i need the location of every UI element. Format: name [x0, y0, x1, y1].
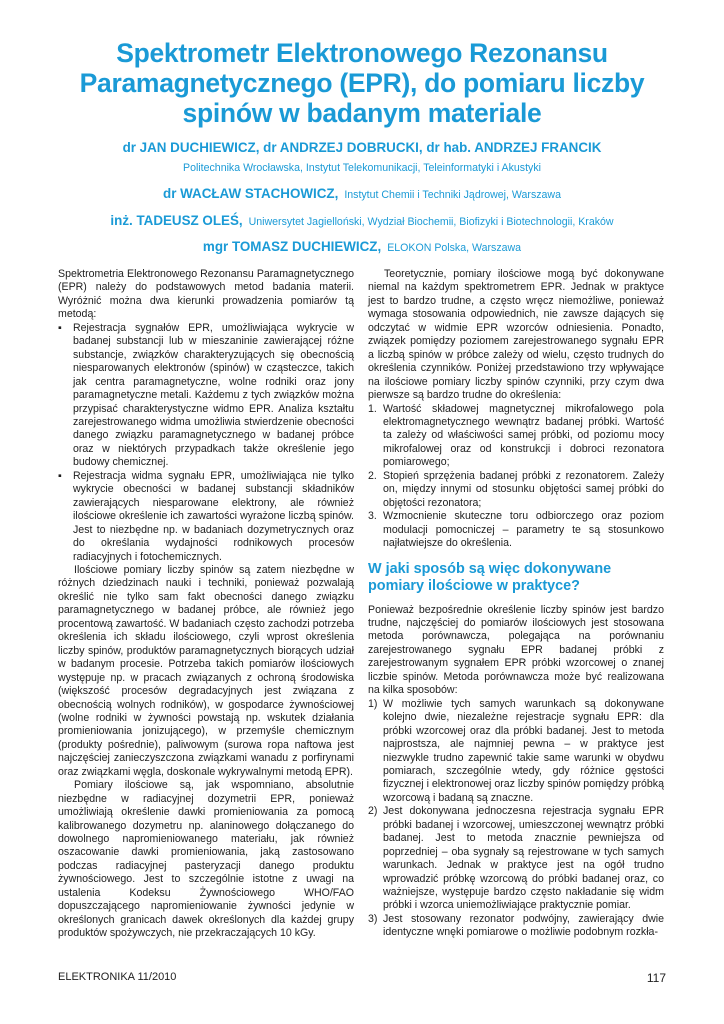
list-number: 3.	[368, 510, 377, 523]
right-column	[368, 268, 664, 940]
list-item	[58, 470, 354, 564]
title-line: spinów w badanym materiale	[182, 98, 542, 128]
list-item	[368, 805, 664, 913]
author-line	[20, 185, 704, 203]
author-affiliation: Uniwersytet Jagielloński, Wydział Biochemii, Biofizyki i Biotechnologii, Kraków	[248, 216, 614, 228]
bullet-marker: ▪	[58, 321, 62, 334]
list-item	[58, 322, 354, 470]
author-affiliation: Instytut Chemii i Techniki Jądrowej, Warszawa	[344, 189, 561, 201]
list-item-text: Wartość składowej magnetycznej mikrofalowego pola elektromagnetycznego wewnątrz badanej próbki. Wartość ta zależy od właściwości samej próbki, od poziomu mocy mikrofalowej oraz od konstrukcji i dobroci rezonatora pomiarowego;	[383, 402, 664, 469]
title-line: Spektrometr Elektronowego Rezonansu	[116, 38, 608, 68]
author-name: inż. TADEUSZ OLEŚ,	[110, 213, 243, 228]
list-item-text: W możliwie tych samych warunkach są dokonywane kolejno dwie, niezależne rejestracje sygnału EPR: dla próbki wzorcowej oraz dla próbki badanej. Jest to metoda najprostsza, ale najmniej pewna – w praktyce jest niezwykle trudno zapewnić takie same warunki w obydwu pomiarach, szczególnie wtedy, gdy różnice gęstości fizycznej i elektronowej oraz liczby spinów pomiędzy próbką wzorcową i badaną są znaczne.	[383, 697, 664, 804]
list-number: 1)	[368, 697, 378, 710]
body-paragraph: Teoretycznie, pomiary ilościowe mogą być dokonywane niemal na każdym spektrometrem EPR. Jednak w praktyce jest to bardzo trudne, a często wręcz niemożliwe, ponieważ wymaga stosowania odpowiednich, nie zawsze dających się odczytać w widmie EPR wzorców odniesienia. Ponadto, związek pomiędzy poziomem zarejestrowanego sygnału EPR a liczbą spinów w próbce zależy od wielu, często trudnych do określenia czynników. Poniżej przedstawiono trzy wpływające na ilościowe pomiary liczby spinów czynniki, przy czym dwa pierwsze są bardzo trudne do określenia:	[368, 268, 664, 402]
list-number: 2)	[368, 805, 378, 818]
list-item-text: Rejestracja sygnałów EPR, umożliwiająca wykrycie w badanej substancji lub w mieszaninie zawierającej różne substancje, związków charakteryzujących się obecnością niesparowanych elektronów (spinów) w cząsteczce, takich jak centra paramagnetyczne, wolne rodniki oraz jony paramagnetyczne metali. Każdemu z tych związków można przypisać charakterystyczne widmo EPR. Analiza kształtu zarejestrowanego widma umożliwia stwierdzenie obecności danego związku paramagnetycznego w badanej próbce oraz w niektórych przypadkach także określenie jego budowy chemicznej.	[73, 321, 354, 469]
list-number: 3)	[368, 912, 378, 925]
title-line: Paramagnetycznego (EPR), do pomiaru liczby	[79, 68, 645, 98]
list-item-text: Jest stosowany rezonator podwójny, zawierający dwie identyczne wnęki pomiarowe o możliwie podobnym rozkła-	[383, 912, 664, 939]
author-affiliation: ELOKON Polska, Warszawa	[387, 242, 522, 254]
list-item-text: Stopień sprzężenia badanej próbki z rezonatorem. Zależy on, między innymi od stosunku objętości samej próbki do objętości rezonatora;	[383, 469, 664, 509]
body-paragraph: Ponieważ bezpośrednie określenie liczby spinów jest bardzo trudne, najczęściej do pomiarów ilościowych jest stosowana metoda porównawcza, polegająca na porównaniu zarejestrowanego sygnału EPR badanej próbki z zarejestrowanym sygnałem EPR próbki wzorcowej o znanej liczbie spinów. Metoda porównawcza może być realizowana na kilka sposobów:	[368, 603, 664, 697]
list-item	[368, 403, 664, 470]
page-number: 117	[646, 971, 666, 985]
body-paragraph: Ilościowe pomiary liczby spinów są zatem niezbędne w różnych dziedzinach nauki i techniki, ponieważ pozwalają określić nie tylko sam fakt obecności danego związku paramagnetycznego w badanej próbce, ale również jego procentową zawartość. W badaniach często zachodzi potrzeba określenia ich składu ilościowego, czyli wprost określenia liczby spinów, produktów paramagnetycznych biorących udział w badanym procesie. Potrzeba takich pomiarów ilościowych występuje np. w pracach związanych z ochroną środowiska (większość procesów degradacyjnych jest związana z obecnością wolnych rodników), w gospodarce żywnościowej (wolne rodniki w żywności powstają np. wskutek działania promieniowania jonizującego), w przemyśle chemicznym (produkty pośrednie), paliwowym (surowa ropa naftowa jest najczęściej zanieczyszczona związkami wanadu z porfirynami oraz związkami węgla, doskonale wykrywalnymi metodą EPR).	[58, 563, 354, 778]
left-column	[58, 268, 354, 941]
page-title	[60, 38, 664, 128]
list-number: 2.	[368, 469, 377, 482]
list-number: 1.	[368, 402, 377, 415]
affiliation-main: Politechnika Wrocławska, Instytut Telekomunikacji, Teleinformatyki i Akustyki	[183, 162, 541, 174]
journal-issue: ELEKTRONIKA 11/2010	[58, 971, 177, 983]
authors-main: dr JAN DUCHIEWICZ, dr ANDRZEJ DOBRUCKI, dr hab. ANDRZEJ FRANCIK	[122, 140, 602, 155]
list-item-text: Rejestracja widma sygnału EPR, umożliwiająca nie tylko wykrycie obecności w badanej substancji składników zawierających niesparowane elektrony, ale również ilościowe określenie ich zawartości wyrażone liczbą spinów. Jest to niezbędne np. w badaniach dozymetrycznych oraz do określania wydajności rodnikowych procesów radiacyjnych i fotochemicznych.	[73, 469, 354, 563]
author-name: dr WACŁAW STACHOWICZ,	[163, 186, 339, 201]
list-item	[368, 510, 664, 550]
author-name: mgr TOMASZ DUCHIEWICZ,	[202, 239, 382, 254]
list-item-text: Wzmocnienie skuteczne toru odbiorczego oraz poziom modulacji pomocniczej – parametry te są stosunkowo najłatwiejsze do określenia.	[383, 510, 664, 550]
intro-paragraph: Spektrometria Elektronowego Rezonansu Paramagnetycznego (EPR) należy do podstawowych metod badania materii. Wyróżnić można dwa kierunki prowadzenia pomiarów tą metodą:	[58, 268, 354, 321]
author-line	[20, 212, 704, 230]
author-line	[20, 238, 704, 256]
body-paragraph: Pomiary ilościowe są, jak wspomniano, absolutnie niezbędne w radiacyjnej dozymetrii EPR, ponieważ umożliwiają określenie dawki promieniowania za pomocą kalibrowanego dozymetru np. alaninowego dołączanego do dowolnego napromieniowanego materiału, jak również oszacowanie dawki promieniowania, jaką zastosowano podczas radiacyjnej pasteryzacji danego produktu żywnościowego. Jest to szczególnie istotne z uwagi na ustalenia Kodeksu Żywnościowego WHO/FAO dopuszczającego napromieniowanie żywności jedynie w określonych granicach dawek określonych dla każdej grupy produktów spożywczych, nie przekraczających 10 kGy.	[58, 779, 354, 940]
bullet-marker: ▪	[58, 469, 62, 482]
list-item	[368, 913, 664, 940]
list-item-text: Jest dokonywana jednoczesna rejestracja sygnału EPR próbki badanej i wzorcowej, umieszczonej wewnątrz próbki badanej. Jest to metoda znacznie pewniejsza od poprzedniej – oba sygnały są rejestrowane w tych samych warunkach. Jednak w praktyce jest na ogół trudno wprowadzić próbkę wzorcową do próbki badanej oraz, co ważniejsze, występuje bardzo często nakładanie się widm próbki i wzorca uniemożliwiające praktycznie pomiar.	[383, 805, 664, 912]
section-heading: W jaki sposób są więc dokonywane pomiary ilościowe w praktyce?	[368, 560, 612, 594]
list-item	[368, 698, 664, 806]
page-footer	[58, 971, 666, 983]
list-item	[368, 470, 664, 510]
